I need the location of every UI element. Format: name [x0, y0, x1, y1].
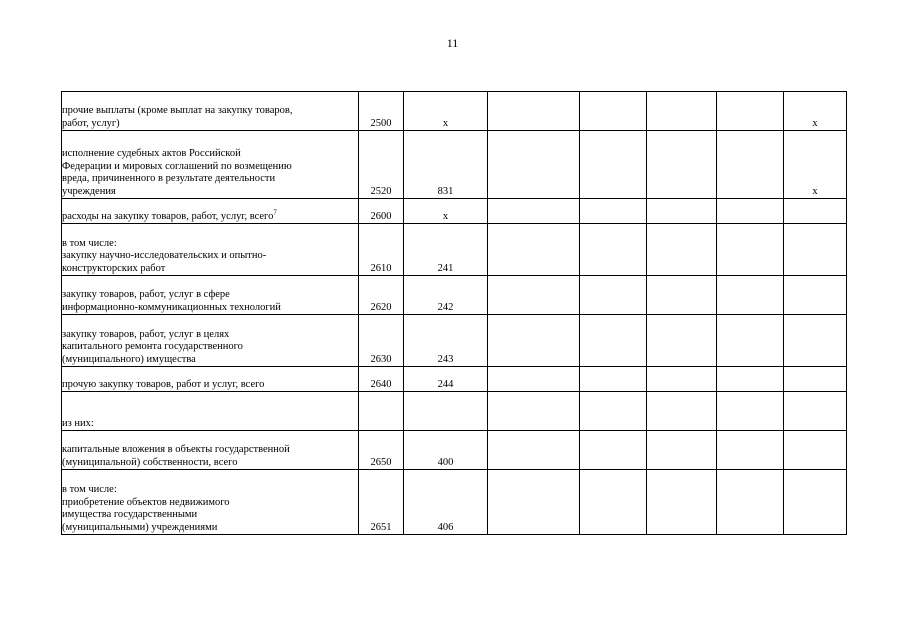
- row-kbk-cell: 241: [404, 224, 488, 276]
- value-cell: [580, 470, 647, 535]
- value-cell: [488, 92, 580, 131]
- value-cell: [647, 392, 717, 431]
- value-cell: [580, 276, 647, 315]
- row-label: расходы на закупку товаров, работ, услуг, всего: [62, 210, 274, 222]
- row-label: в том числе: закупку научно-исследовательских и опытно- конструкторских работ: [62, 237, 267, 274]
- value-cell: [717, 131, 784, 199]
- row-label-cell: [62, 367, 359, 392]
- value-cell: [717, 470, 784, 535]
- value-cell-last: [784, 392, 847, 431]
- footnote-marker: 7: [273, 208, 277, 216]
- row-label: в том числе: приобретение объектов недвижимого имущества государственными (муниципальными) учреждениями: [62, 484, 230, 533]
- value-cell: [580, 367, 647, 392]
- row-label-cell: [62, 199, 359, 224]
- row-label-cell: [62, 315, 359, 367]
- page-number: 11: [446, 36, 459, 50]
- value-cell-last: [784, 315, 847, 367]
- value-cell-last: x: [784, 92, 847, 131]
- value-cell-last: [784, 199, 847, 224]
- row-code-cell: 2630: [359, 315, 404, 367]
- row-kbk-cell: 244: [404, 367, 488, 392]
- table-row: [62, 431, 847, 470]
- value-cell: [580, 224, 647, 276]
- value-cell: [647, 131, 717, 199]
- row-code-cell: 2620: [359, 276, 404, 315]
- table-row: [62, 131, 847, 199]
- row-label-cell: [62, 276, 359, 315]
- value-cell-last: x: [784, 131, 847, 199]
- row-kbk-cell: 243: [404, 315, 488, 367]
- row-kbk-cell: 831: [404, 131, 488, 199]
- row-label: капитальные вложения в объекты государственной (муниципальной) собственности, всего: [62, 444, 290, 468]
- value-cell: [580, 131, 647, 199]
- value-cell: [717, 392, 784, 431]
- value-cell: [488, 276, 580, 315]
- value-cell: [647, 431, 717, 470]
- value-cell: [717, 276, 784, 315]
- value-cell: [647, 199, 717, 224]
- row-code-cell: [359, 392, 404, 431]
- value-cell: [647, 276, 717, 315]
- row-kbk-cell: [404, 392, 488, 431]
- row-code-cell: 2600: [359, 199, 404, 224]
- value-cell: [488, 315, 580, 367]
- table-row: [62, 92, 847, 131]
- value-cell: [647, 315, 717, 367]
- value-cell: [488, 431, 580, 470]
- value-cell: [580, 392, 647, 431]
- value-cell: [580, 92, 647, 131]
- row-label-cell: [62, 431, 359, 470]
- row-label-cell: [62, 224, 359, 276]
- row-label-cell: [62, 470, 359, 535]
- value-cell: [488, 199, 580, 224]
- table-row: [62, 470, 847, 535]
- value-cell: [580, 431, 647, 470]
- value-cell: [488, 367, 580, 392]
- value-cell-last: [784, 431, 847, 470]
- value-cell-last: [784, 276, 847, 315]
- row-label: закупку товаров, работ, услуг в сфере информационно-коммуникационных технологий: [62, 289, 281, 313]
- row-label: прочие выплаты (кроме выплат на закупку товаров, работ, услуг): [62, 105, 293, 129]
- table-row: [62, 367, 847, 392]
- value-cell: [647, 92, 717, 131]
- row-code-cell: 2520: [359, 131, 404, 199]
- row-code-cell: 2610: [359, 224, 404, 276]
- value-cell: [580, 199, 647, 224]
- row-code-cell: 2640: [359, 367, 404, 392]
- row-label: закупку товаров, работ, услуг в целях капитального ремонта государственного (муниципального) имущества: [62, 328, 243, 365]
- row-label-cell: [62, 92, 359, 131]
- value-cell: [488, 131, 580, 199]
- value-cell: [580, 315, 647, 367]
- row-label-cell: [62, 131, 359, 199]
- value-cell: [488, 392, 580, 431]
- row-label: из них:: [62, 417, 94, 429]
- row-code-cell: 2500: [359, 92, 404, 131]
- table-row: [62, 224, 847, 276]
- row-kbk-cell: 406: [404, 470, 488, 535]
- value-cell: [647, 367, 717, 392]
- row-label-cell: [62, 392, 359, 431]
- row-code-cell: 2651: [359, 470, 404, 535]
- row-kbk-cell: 242: [404, 276, 488, 315]
- value-cell: [647, 470, 717, 535]
- value-cell-last: [784, 470, 847, 535]
- value-cell: [488, 224, 580, 276]
- value-cell-last: [784, 224, 847, 276]
- row-kbk-cell: 400: [404, 431, 488, 470]
- table-row: [62, 315, 847, 367]
- financial-plan-table: [61, 91, 847, 535]
- value-cell: [717, 431, 784, 470]
- value-cell: [717, 199, 784, 224]
- value-cell: [488, 470, 580, 535]
- value-cell: [647, 224, 717, 276]
- row-code-cell: 2650: [359, 431, 404, 470]
- value-cell: [717, 224, 784, 276]
- table-row: [62, 276, 847, 315]
- table-row: [62, 199, 847, 224]
- value-cell: [717, 92, 784, 131]
- row-label: прочую закупку товаров, работ и услуг, всего: [62, 378, 265, 390]
- table-row: [62, 392, 847, 431]
- row-label: исполнение судебных актов Российской Федерации и мировых соглашений по возмещению вреда, причиненного в результате деятельности учреждения: [62, 148, 292, 197]
- row-kbk-cell: x: [404, 92, 488, 131]
- value-cell: [717, 367, 784, 392]
- value-cell-last: [784, 367, 847, 392]
- value-cell: [717, 315, 784, 367]
- row-kbk-cell: x: [404, 199, 488, 224]
